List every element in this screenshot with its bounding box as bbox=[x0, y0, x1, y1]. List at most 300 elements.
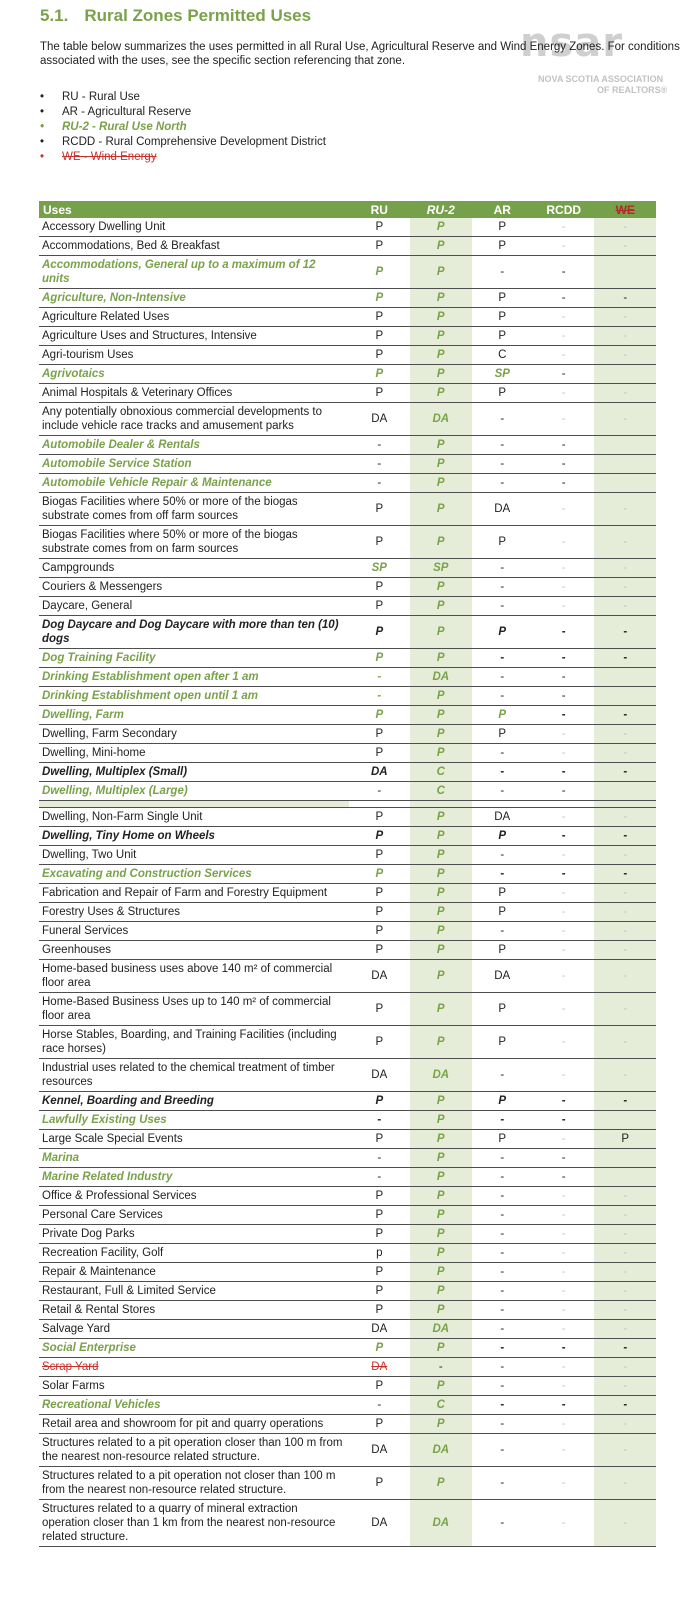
cell-ru: P bbox=[349, 1282, 410, 1301]
cell-rcdd: - bbox=[533, 1244, 594, 1263]
cell-ar: - bbox=[472, 782, 533, 801]
cell-ru: - bbox=[349, 1396, 410, 1415]
cell-rcdd: - bbox=[533, 960, 594, 993]
cell-ru: DA bbox=[349, 403, 410, 436]
spacer-cell bbox=[533, 801, 594, 808]
use-name-cell: Repair & Maintenance bbox=[39, 1263, 349, 1282]
cell-ar: - bbox=[472, 865, 533, 884]
use-name-cell: Excavating and Construction Services bbox=[39, 865, 349, 884]
cell-we: - bbox=[594, 559, 656, 578]
cell-ru: SP bbox=[349, 559, 410, 578]
use-name-cell: Dwelling, Multiplex (Large) bbox=[39, 782, 349, 801]
table-row bbox=[39, 1092, 656, 1111]
use-name-cell: Marine Related Industry bbox=[39, 1168, 349, 1187]
use-name-cell: Dwelling, Farm bbox=[39, 706, 349, 725]
cell-ru: DA bbox=[349, 960, 410, 993]
use-name-cell: Greenhouses bbox=[39, 941, 349, 960]
cell-ru2: C bbox=[410, 782, 471, 801]
spacer-cell bbox=[410, 801, 471, 808]
cell-rcdd: - bbox=[533, 668, 594, 687]
cell-ru2: P bbox=[410, 649, 471, 668]
cell-ru2: P bbox=[410, 493, 471, 526]
cell-ru: P bbox=[349, 1263, 410, 1282]
cell-rcdd: - bbox=[533, 1282, 594, 1301]
cell-we: - bbox=[594, 218, 656, 237]
table-row bbox=[39, 763, 656, 782]
use-name-cell: Dwelling, Two Unit bbox=[39, 846, 349, 865]
cell-ru2: P bbox=[410, 993, 471, 1026]
table-row bbox=[39, 1467, 656, 1500]
cell-ar: P bbox=[472, 706, 533, 725]
column-header-ru2: RU-2 bbox=[410, 201, 471, 218]
cell-rcdd: - bbox=[533, 782, 594, 801]
cell-rcdd: - bbox=[533, 846, 594, 865]
cell-ru2: P bbox=[410, 289, 471, 308]
use-name-cell: Agriculture, Non-Intensive bbox=[39, 289, 349, 308]
cell-ar: - bbox=[472, 578, 533, 597]
cell-ru: - bbox=[349, 1149, 410, 1168]
cell-ar: SP bbox=[472, 365, 533, 384]
table-row bbox=[39, 884, 656, 903]
cell-rcdd: - bbox=[533, 1320, 594, 1339]
use-name-cell: Agriculture Uses and Structures, Intensive bbox=[39, 327, 349, 346]
cell-ar: - bbox=[472, 668, 533, 687]
table-row bbox=[39, 256, 656, 289]
cell-ar: P bbox=[472, 903, 533, 922]
table-header-row bbox=[39, 201, 656, 218]
cell-ru2: P bbox=[410, 256, 471, 289]
cell-we: - bbox=[594, 744, 656, 763]
table-row bbox=[39, 493, 656, 526]
cell-ru: DA bbox=[349, 1434, 410, 1467]
cell-we: - bbox=[594, 941, 656, 960]
cell-rcdd: - bbox=[533, 1263, 594, 1282]
table-row bbox=[39, 616, 656, 649]
cell-rcdd: - bbox=[533, 1059, 594, 1092]
cell-we: - bbox=[594, 884, 656, 903]
table-row bbox=[39, 237, 656, 256]
use-name-cell: Accessory Dwelling Unit bbox=[39, 218, 349, 237]
legend-item: • AR - Agricultural Reserve bbox=[40, 105, 326, 120]
cell-we bbox=[594, 365, 656, 384]
cell-ru2: P bbox=[410, 1244, 471, 1263]
cell-rcdd: - bbox=[533, 436, 594, 455]
cell-rcdd: - bbox=[533, 559, 594, 578]
cell-rcdd: - bbox=[533, 346, 594, 365]
use-name-cell: Salvage Yard bbox=[39, 1320, 349, 1339]
zone-legend bbox=[40, 90, 326, 165]
cell-ar: P bbox=[472, 327, 533, 346]
table-row bbox=[39, 346, 656, 365]
column-header-ar: AR bbox=[472, 201, 533, 218]
table-row bbox=[39, 1263, 656, 1282]
table-row bbox=[39, 559, 656, 578]
cell-rcdd: - bbox=[533, 993, 594, 1026]
cell-ru: P bbox=[349, 256, 410, 289]
use-name-cell: Retail area and showroom for pit and quarry operations bbox=[39, 1415, 349, 1434]
cell-we bbox=[594, 436, 656, 455]
cell-rcdd: - bbox=[533, 1149, 594, 1168]
cell-rcdd: - bbox=[533, 827, 594, 846]
cell-ar: P bbox=[472, 237, 533, 256]
use-name-cell: Funeral Services bbox=[39, 922, 349, 941]
cell-we: - bbox=[594, 1301, 656, 1320]
use-name-cell: Lawfully Existing Uses bbox=[39, 1111, 349, 1130]
cell-ru: P bbox=[349, 993, 410, 1026]
cell-ru: P bbox=[349, 1467, 410, 1500]
cell-we: - bbox=[594, 346, 656, 365]
cell-we: - bbox=[594, 597, 656, 616]
column-header-uses: Uses bbox=[39, 201, 349, 218]
cell-rcdd: - bbox=[533, 384, 594, 403]
cell-ru: P bbox=[349, 1301, 410, 1320]
cell-ar: - bbox=[472, 436, 533, 455]
cell-ru2: P bbox=[410, 1187, 471, 1206]
column-header-ru: RU bbox=[349, 201, 410, 218]
cell-rcdd: - bbox=[533, 903, 594, 922]
cell-we: - bbox=[594, 1396, 656, 1415]
cell-we: - bbox=[594, 1263, 656, 1282]
cell-ru2: P bbox=[410, 941, 471, 960]
cell-ar: - bbox=[472, 1377, 533, 1396]
table-row bbox=[39, 668, 656, 687]
use-name-cell: Drinking Establishment open until 1 am bbox=[39, 687, 349, 706]
use-name-cell: Home-Based Business Uses up to 140 m² of commercial floor area bbox=[39, 993, 349, 1026]
cell-we bbox=[594, 256, 656, 289]
cell-we: - bbox=[594, 846, 656, 865]
cell-rcdd: - bbox=[533, 1377, 594, 1396]
use-name-cell: Home-based business uses above 140 m² of commercial floor area bbox=[39, 960, 349, 993]
cell-ar: - bbox=[472, 1500, 533, 1547]
cell-we: - bbox=[594, 289, 656, 308]
cell-ar: P bbox=[472, 218, 533, 237]
table-row bbox=[39, 865, 656, 884]
cell-rcdd: - bbox=[533, 649, 594, 668]
use-name-cell: Agrivotaics bbox=[39, 365, 349, 384]
cell-ar: P bbox=[472, 725, 533, 744]
table-row bbox=[39, 1111, 656, 1130]
use-name-cell: Kennel, Boarding and Breeding bbox=[39, 1092, 349, 1111]
cell-rcdd: - bbox=[533, 706, 594, 725]
use-name-cell: Daycare, General bbox=[39, 597, 349, 616]
table-row bbox=[39, 827, 656, 846]
cell-we: - bbox=[594, 1358, 656, 1377]
cell-ru: P bbox=[349, 1415, 410, 1434]
cell-ru: P bbox=[349, 903, 410, 922]
cell-ru: P bbox=[349, 1187, 410, 1206]
cell-ru: p bbox=[349, 1244, 410, 1263]
cell-we: - bbox=[594, 706, 656, 725]
cell-ru: P bbox=[349, 884, 410, 903]
cell-ru: P bbox=[349, 308, 410, 327]
cell-we: - bbox=[594, 903, 656, 922]
table-row bbox=[39, 1339, 656, 1358]
cell-we: - bbox=[594, 1026, 656, 1059]
table-row bbox=[39, 1320, 656, 1339]
cell-ru: P bbox=[349, 744, 410, 763]
cell-ar: P bbox=[472, 289, 533, 308]
cell-we: - bbox=[594, 1059, 656, 1092]
cell-ru2: P bbox=[410, 744, 471, 763]
cell-ru2: P bbox=[410, 455, 471, 474]
cell-ar: P bbox=[472, 941, 533, 960]
table-row bbox=[39, 1026, 656, 1059]
cell-ar: - bbox=[472, 1187, 533, 1206]
use-name-cell: Dog Daycare and Dog Daycare with more than ten (10) dogs bbox=[39, 616, 349, 649]
cell-we: - bbox=[594, 403, 656, 436]
spacer-cell bbox=[349, 801, 410, 808]
use-name-cell: Structures related to a pit operation closer than 100 m from the nearest non-resource related structure. bbox=[39, 1434, 349, 1467]
table-row bbox=[39, 327, 656, 346]
cell-ru2: P bbox=[410, 308, 471, 327]
table-row bbox=[39, 744, 656, 763]
cell-rcdd: - bbox=[533, 865, 594, 884]
use-name-cell: Marina bbox=[39, 1149, 349, 1168]
cell-we: - bbox=[594, 1500, 656, 1547]
cell-we bbox=[594, 687, 656, 706]
cell-ru2: P bbox=[410, 1168, 471, 1187]
cell-ru: P bbox=[349, 808, 410, 827]
spacer-cell bbox=[39, 801, 349, 808]
cell-ar: - bbox=[472, 1282, 533, 1301]
cell-we bbox=[594, 1168, 656, 1187]
use-name-cell: Personal Care Services bbox=[39, 1206, 349, 1225]
table-row bbox=[39, 846, 656, 865]
use-name-cell: Scrap Yard bbox=[39, 1358, 349, 1377]
cell-rcdd: - bbox=[533, 308, 594, 327]
cell-we: - bbox=[594, 1225, 656, 1244]
cell-we: - bbox=[594, 1092, 656, 1111]
cell-rcdd: - bbox=[533, 1225, 594, 1244]
cell-ru2: P bbox=[410, 327, 471, 346]
table-row bbox=[39, 474, 656, 493]
use-name-cell: Fabrication and Repair of Farm and Forestry Equipment bbox=[39, 884, 349, 903]
use-name-cell: Structures related to a quarry of mineral extraction operation closer than 1 km from the nearest non-resource related structure. bbox=[39, 1500, 349, 1547]
table-row bbox=[39, 1187, 656, 1206]
cell-ru2: P bbox=[410, 1225, 471, 1244]
cell-ru: - bbox=[349, 1111, 410, 1130]
cell-ru2: P bbox=[410, 922, 471, 941]
cell-we: - bbox=[594, 725, 656, 744]
cell-ru: - bbox=[349, 436, 410, 455]
cell-we: - bbox=[594, 526, 656, 559]
cell-ru2: P bbox=[410, 384, 471, 403]
table-row bbox=[39, 384, 656, 403]
cell-rcdd: - bbox=[533, 744, 594, 763]
cell-we: - bbox=[594, 922, 656, 941]
section-number: 5.1. bbox=[40, 6, 69, 25]
use-name-cell: Any potentially obnoxious commercial developments to include vehicle race tracks and amusement parks bbox=[39, 403, 349, 436]
cell-rcdd: - bbox=[533, 1467, 594, 1500]
cell-we: - bbox=[594, 1206, 656, 1225]
cell-we: - bbox=[594, 578, 656, 597]
cell-rcdd: - bbox=[533, 1187, 594, 1206]
cell-we: - bbox=[594, 1339, 656, 1358]
table-row bbox=[39, 1282, 656, 1301]
cell-we: - bbox=[594, 1282, 656, 1301]
cell-ru: P bbox=[349, 922, 410, 941]
cell-ru2: C bbox=[410, 763, 471, 782]
table-row bbox=[39, 649, 656, 668]
cell-ar: P bbox=[472, 1026, 533, 1059]
table-row bbox=[39, 993, 656, 1026]
legend-item: • RU-2 - Rural Use North bbox=[40, 120, 326, 135]
cell-rcdd: - bbox=[533, 763, 594, 782]
cell-ar: - bbox=[472, 1206, 533, 1225]
cell-ar: P bbox=[472, 526, 533, 559]
cell-ru2: P bbox=[410, 1206, 471, 1225]
cell-ar: - bbox=[472, 1320, 533, 1339]
cell-ar: - bbox=[472, 1263, 533, 1282]
cell-ru2: P bbox=[410, 237, 471, 256]
cell-rcdd: - bbox=[533, 237, 594, 256]
cell-ru2: P bbox=[410, 597, 471, 616]
cell-ru2: P bbox=[410, 1415, 471, 1434]
use-name-cell: Dog Training Facility bbox=[39, 649, 349, 668]
cell-we bbox=[594, 1111, 656, 1130]
cell-rcdd: - bbox=[533, 1111, 594, 1130]
cell-rcdd: - bbox=[533, 1396, 594, 1415]
cell-ru2: P bbox=[410, 884, 471, 903]
cell-we: - bbox=[594, 808, 656, 827]
cell-we bbox=[594, 782, 656, 801]
cell-ru: P bbox=[349, 1225, 410, 1244]
use-name-cell: Automobile Vehicle Repair & Maintenance bbox=[39, 474, 349, 493]
use-name-cell: Dwelling, Non-Farm Single Unit bbox=[39, 808, 349, 827]
cell-ar: - bbox=[472, 1111, 533, 1130]
cell-ar: P bbox=[472, 1092, 533, 1111]
cell-we bbox=[594, 668, 656, 687]
table-row bbox=[39, 1244, 656, 1263]
cell-we: - bbox=[594, 649, 656, 668]
cell-ru: P bbox=[349, 384, 410, 403]
cell-ar: - bbox=[472, 687, 533, 706]
table-row bbox=[39, 1301, 656, 1320]
use-name-cell: Animal Hospitals & Veterinary Offices bbox=[39, 384, 349, 403]
cell-ru: P bbox=[349, 289, 410, 308]
cell-ru2: DA bbox=[410, 668, 471, 687]
cell-ru2: P bbox=[410, 578, 471, 597]
permitted-uses-table bbox=[39, 201, 656, 1547]
cell-ru2: DA bbox=[410, 1500, 471, 1547]
use-name-cell: Agri-tourism Uses bbox=[39, 346, 349, 365]
cell-ar: - bbox=[472, 1059, 533, 1092]
cell-ar: - bbox=[472, 1339, 533, 1358]
cell-ru2: P bbox=[410, 960, 471, 993]
use-name-cell: Industrial uses related to the chemical treatment of timber resources bbox=[39, 1059, 349, 1092]
cell-ru: P bbox=[349, 941, 410, 960]
spacer-cell bbox=[594, 801, 656, 808]
cell-ru2: P bbox=[410, 1092, 471, 1111]
intro-paragraph: The table below summarizes the uses permitted in all Rural Use, Agricultural Reserve and Wind Energy Zones. For conditions associated with the uses, see the specific section referencing that zone. bbox=[40, 41, 680, 67]
cell-rcdd: - bbox=[533, 1358, 594, 1377]
cell-we bbox=[594, 455, 656, 474]
table-row bbox=[39, 1059, 656, 1092]
cell-ar: P bbox=[472, 616, 533, 649]
table-row bbox=[39, 218, 656, 237]
cell-ru2: P bbox=[410, 1111, 471, 1130]
table-row bbox=[39, 308, 656, 327]
use-name-cell: Solar Farms bbox=[39, 1377, 349, 1396]
cell-rcdd: - bbox=[533, 941, 594, 960]
legend-item: • RCDD - Rural Comprehensive Development District bbox=[40, 135, 326, 150]
cell-rcdd: - bbox=[533, 687, 594, 706]
cell-ru2: - bbox=[410, 1358, 471, 1377]
cell-ru: - bbox=[349, 1168, 410, 1187]
cell-ar: - bbox=[472, 744, 533, 763]
use-name-cell: Office & Professional Services bbox=[39, 1187, 349, 1206]
cell-ru: - bbox=[349, 668, 410, 687]
logo-mark: nsar bbox=[520, 20, 624, 66]
table-row bbox=[39, 436, 656, 455]
cell-rcdd: - bbox=[533, 1301, 594, 1320]
table-row bbox=[39, 365, 656, 384]
cell-ru2: DA bbox=[410, 1320, 471, 1339]
cell-ru2: P bbox=[410, 903, 471, 922]
use-name-cell: Restaurant, Full & Limited Service bbox=[39, 1282, 349, 1301]
cell-rcdd: - bbox=[533, 1026, 594, 1059]
column-header-rcdd: RCDD bbox=[533, 201, 594, 218]
cell-rcdd: - bbox=[533, 578, 594, 597]
cell-ru: P bbox=[349, 706, 410, 725]
cell-we: - bbox=[594, 865, 656, 884]
cell-rcdd: - bbox=[533, 365, 594, 384]
use-name-cell: Social Enterprise bbox=[39, 1339, 349, 1358]
cell-ru2: P bbox=[410, 218, 471, 237]
cell-we: - bbox=[594, 1415, 656, 1434]
cell-ru: - bbox=[349, 474, 410, 493]
cell-ar: P bbox=[472, 827, 533, 846]
cell-rcdd: - bbox=[533, 493, 594, 526]
cell-ru: P bbox=[349, 865, 410, 884]
use-name-cell: Accommodations, General up to a maximum of 12 units bbox=[39, 256, 349, 289]
cell-ru: P bbox=[349, 1377, 410, 1396]
cell-we: - bbox=[594, 1244, 656, 1263]
section-heading bbox=[40, 6, 311, 26]
cell-ar: P bbox=[472, 993, 533, 1026]
table-row bbox=[39, 1149, 656, 1168]
table-row bbox=[39, 1358, 656, 1377]
cell-ru2: P bbox=[410, 436, 471, 455]
cell-ru2: SP bbox=[410, 559, 471, 578]
table-row bbox=[39, 1206, 656, 1225]
cell-ru: P bbox=[349, 725, 410, 744]
cell-ru2: P bbox=[410, 346, 471, 365]
cell-ru: P bbox=[349, 493, 410, 526]
cell-ar: DA bbox=[472, 960, 533, 993]
cell-ar: - bbox=[472, 1467, 533, 1500]
cell-ar: - bbox=[472, 1168, 533, 1187]
cell-ru2: P bbox=[410, 616, 471, 649]
cell-we: - bbox=[594, 1467, 656, 1500]
cell-ar: - bbox=[472, 1225, 533, 1244]
cell-we: - bbox=[594, 960, 656, 993]
cell-ar: - bbox=[472, 1434, 533, 1467]
cell-ar: P bbox=[472, 308, 533, 327]
cell-ru: - bbox=[349, 782, 410, 801]
table-row bbox=[39, 1225, 656, 1244]
cell-ru: P bbox=[349, 578, 410, 597]
cell-ru2: P bbox=[410, 687, 471, 706]
table-row bbox=[39, 706, 656, 725]
cell-rcdd: - bbox=[533, 1434, 594, 1467]
cell-ru2: P bbox=[410, 1282, 471, 1301]
table-row bbox=[39, 782, 656, 801]
table-row bbox=[39, 1377, 656, 1396]
cell-ar: DA bbox=[472, 493, 533, 526]
use-name-cell: Automobile Dealer & Rentals bbox=[39, 436, 349, 455]
use-name-cell: Retail & Rental Stores bbox=[39, 1301, 349, 1320]
